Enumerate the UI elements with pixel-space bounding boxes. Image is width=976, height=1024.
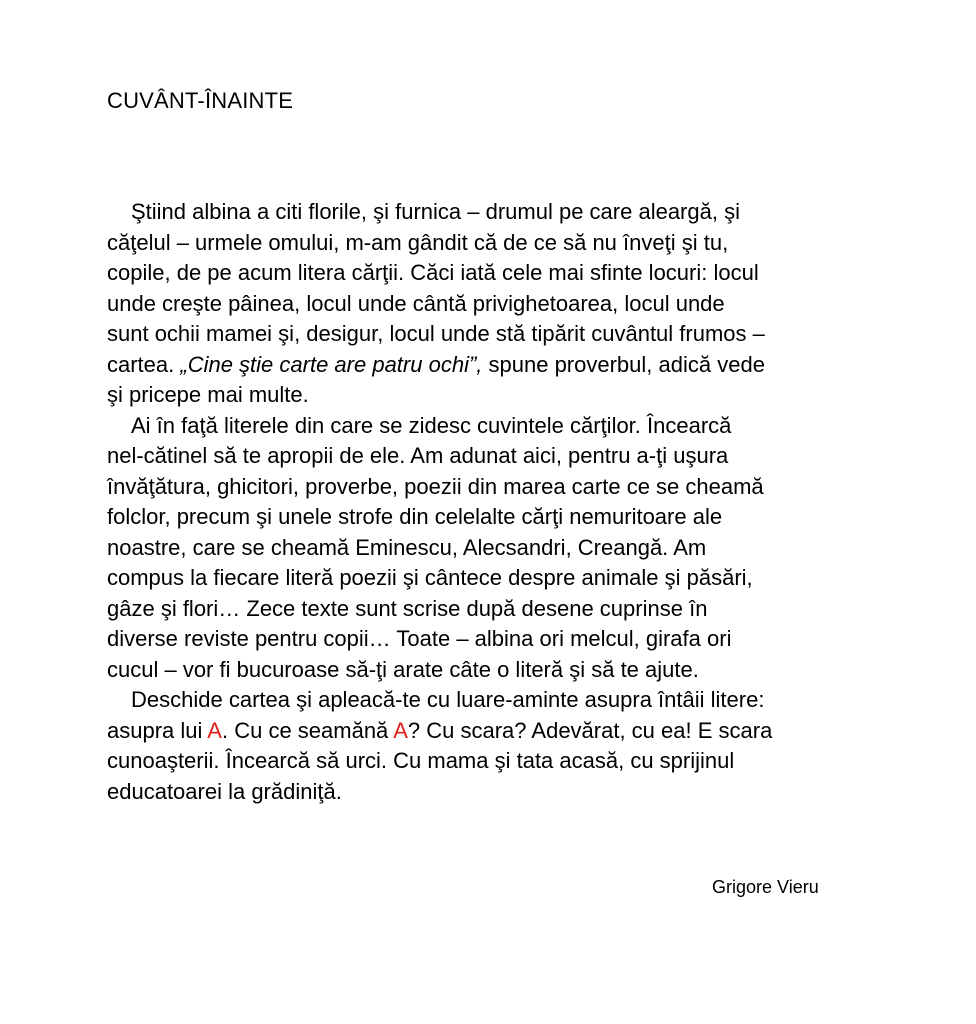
text-line: noastre, care se cheamă Eminescu, Alecsandri, Creangă. Am [107, 534, 707, 560]
text-line: căţelul – urmele omului, m-am gândit că de ce să nu înveţi şi tu, [107, 229, 729, 255]
text-segment: spune proverbul, adică vede [482, 351, 765, 377]
proverb-quote: „Cine ştie carte are patru ochi”, [180, 351, 483, 377]
text-line: sunt ochii mamei şi, desigur, locul unde stă tipărit cuvântul frumos – [107, 321, 765, 346]
text-line: învăţătura, ghicitori, proverbe, poezii din marea carte ce se cheamă [107, 473, 764, 499]
text-line: compus la fiecare literă poezii şi cântece despre animale şi păsări, [107, 565, 753, 590]
text-line-with-quote [107, 350, 827, 381]
highlighted-letter: A [393, 717, 408, 743]
text-segment: asupra lui [107, 717, 208, 743]
text-line: diverse reviste pentru copii… Toate – albina ori melcul, girafa ori [107, 626, 732, 651]
text-line: Ai în faţă literele din care se zidesc cuvintele cărţilor. Încearcă [131, 412, 732, 438]
author-signature: Grigore Vieru [712, 877, 819, 897]
text-segment: cartea. [107, 351, 181, 377]
text-line: nel-cătinel să te apropii de ele. Am adunat aici, pentru a-ţi uşura [107, 443, 729, 468]
text-line: gâze şi flori… Zece texte sunt scrise după desene cuprinse în [107, 595, 708, 621]
text-line: folclor, precum şi unele strofe din celelalte cărţi nemuritoare ale [107, 504, 723, 529]
text-line: Deschide cartea şi apleacă-te cu luare-aminte asupra întâii litere: [131, 687, 765, 712]
text-line: cunoaşterii. Încearcă să urci. Cu mama şi tata acasă, cu sprijinul [107, 748, 735, 773]
text-line: şi pricepe mai multe. [107, 382, 309, 407]
text-line: Ştiind albina a citi florile, şi furnica – drumul pe care aleargă, şi [131, 199, 740, 224]
page-title: CUVÂNT-ÎNAINTE [107, 88, 294, 113]
text-segment: ? Cu scara? Adevărat, cu ea! E scara [407, 717, 773, 743]
text-line: educatoarei la grădiniţă. [107, 778, 342, 804]
text-line: cucul – vor fi bucuroase să-ţi arate câte o literă şi să te ajute. [107, 656, 699, 682]
text-line: copile, de pe acum litera cărţii. Căci iată cele mai sfinte locuri: locul [107, 260, 759, 285]
text-line: unde creşte pâinea, locul unde cântă privighetoarea, locul unde [107, 290, 725, 316]
text-line-with-letters [107, 716, 827, 747]
text-segment: . Cu ce seamănă [221, 717, 394, 743]
highlighted-letter: A [207, 717, 222, 743]
foreword-text [107, 197, 827, 807]
